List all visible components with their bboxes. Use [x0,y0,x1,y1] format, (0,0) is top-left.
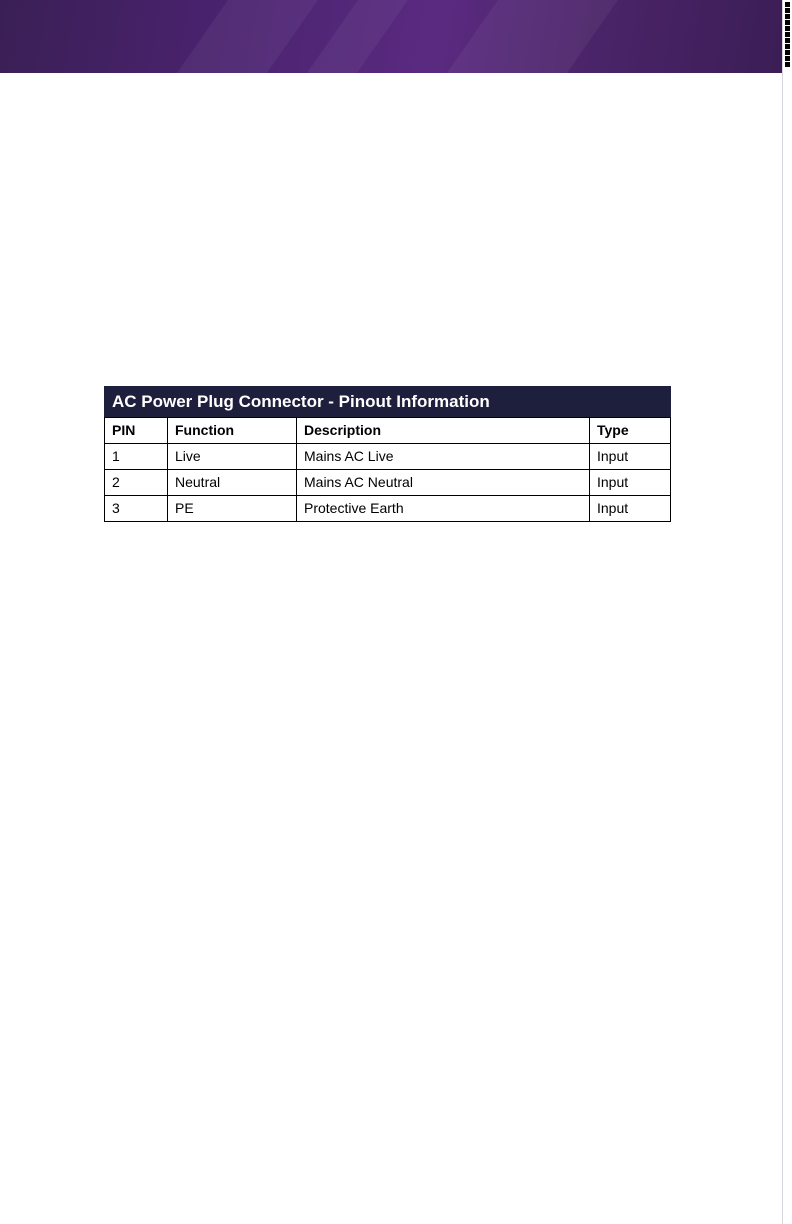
page-bleed-strip [782,0,792,1224]
column-header-type: Type [590,418,671,444]
table-cell-description: Mains AC Live [297,444,590,470]
table-cell-description: Mains AC Neutral [297,470,590,496]
table-cell-type: Input [590,496,671,522]
table-row [105,470,671,496]
pinout-table-title: AC Power Plug Connector - Pinout Information [104,386,671,417]
table-cell-function: Neutral [168,470,297,496]
table-row [105,496,671,522]
table-cell-pin: 2 [105,470,168,496]
table-cell-type: Input [590,444,671,470]
registration-marks [783,0,792,73]
table-cell-pin: 1 [105,444,168,470]
banner-streak [414,0,646,73]
header-banner [0,0,792,73]
pinout-table [104,386,671,522]
column-header-function: Function [168,418,297,444]
column-header-description: Description [297,418,590,444]
table-cell-function: Live [168,444,297,470]
table-cell-function: PE [168,496,297,522]
table-cell-description: Protective Earth [297,496,590,522]
table-cell-type: Input [590,470,671,496]
column-header-pin: PIN [105,418,168,444]
table-row [105,444,671,470]
table-header-row [105,418,671,444]
table-cell-pin: 3 [105,496,168,522]
